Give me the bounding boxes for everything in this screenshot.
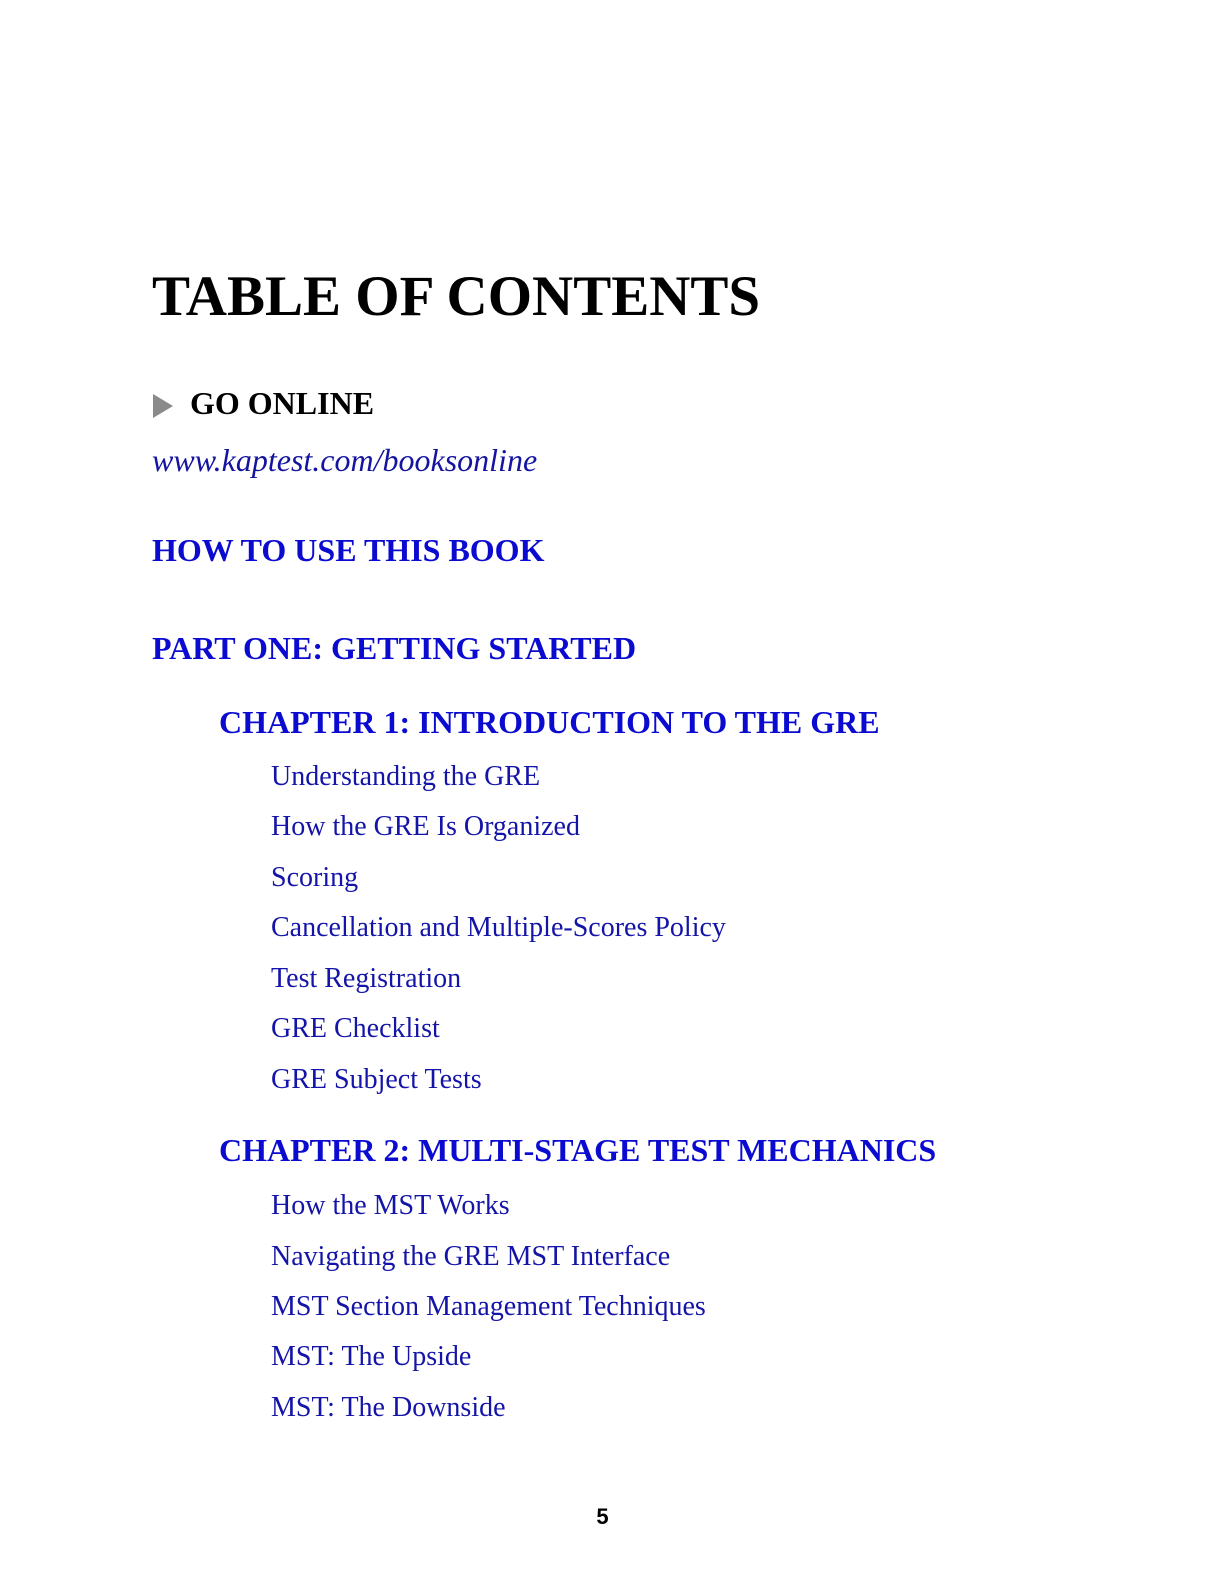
toc-item[interactable]: GRE Subject Tests	[271, 1064, 482, 1095]
toc-item[interactable]: Test Registration	[271, 963, 462, 994]
toc-item[interactable]: Cancellation and Multiple-Scores Policy	[271, 912, 726, 943]
toc-chapter-2[interactable]: CHAPTER 2: MULTI-STAGE TEST MECHANICS	[219, 1132, 937, 1168]
booksonline-link[interactable]: www.kaptest.com/booksonline	[152, 442, 538, 478]
page-number: 5	[596, 1504, 609, 1529]
go-online-heading: GO ONLINE	[190, 385, 375, 421]
toc-part-one[interactable]: PART ONE: GETTING STARTED	[152, 630, 637, 666]
toc-item[interactable]: How the GRE Is Organized	[271, 811, 580, 842]
toc-item[interactable]: Scoring	[271, 862, 359, 893]
toc-item[interactable]: GRE Checklist	[271, 1013, 440, 1044]
triangle-right-icon	[153, 394, 173, 418]
toc-item[interactable]: MST: The Upside	[271, 1341, 472, 1372]
toc-item[interactable]: How the MST Works	[271, 1190, 510, 1221]
toc-how-to-use[interactable]: HOW TO USE THIS BOOK	[152, 532, 545, 568]
toc-item[interactable]: MST Section Management Techniques	[271, 1291, 706, 1322]
toc-item[interactable]: Understanding the GRE	[271, 761, 541, 792]
toc-item[interactable]: MST: The Downside	[271, 1392, 506, 1423]
toc-item[interactable]: Navigating the GRE MST Interface	[271, 1241, 671, 1272]
toc-chapter-1[interactable]: CHAPTER 1: INTRODUCTION TO THE GRE	[219, 704, 880, 740]
page-title: TABLE OF CONTENTS	[152, 265, 761, 328]
